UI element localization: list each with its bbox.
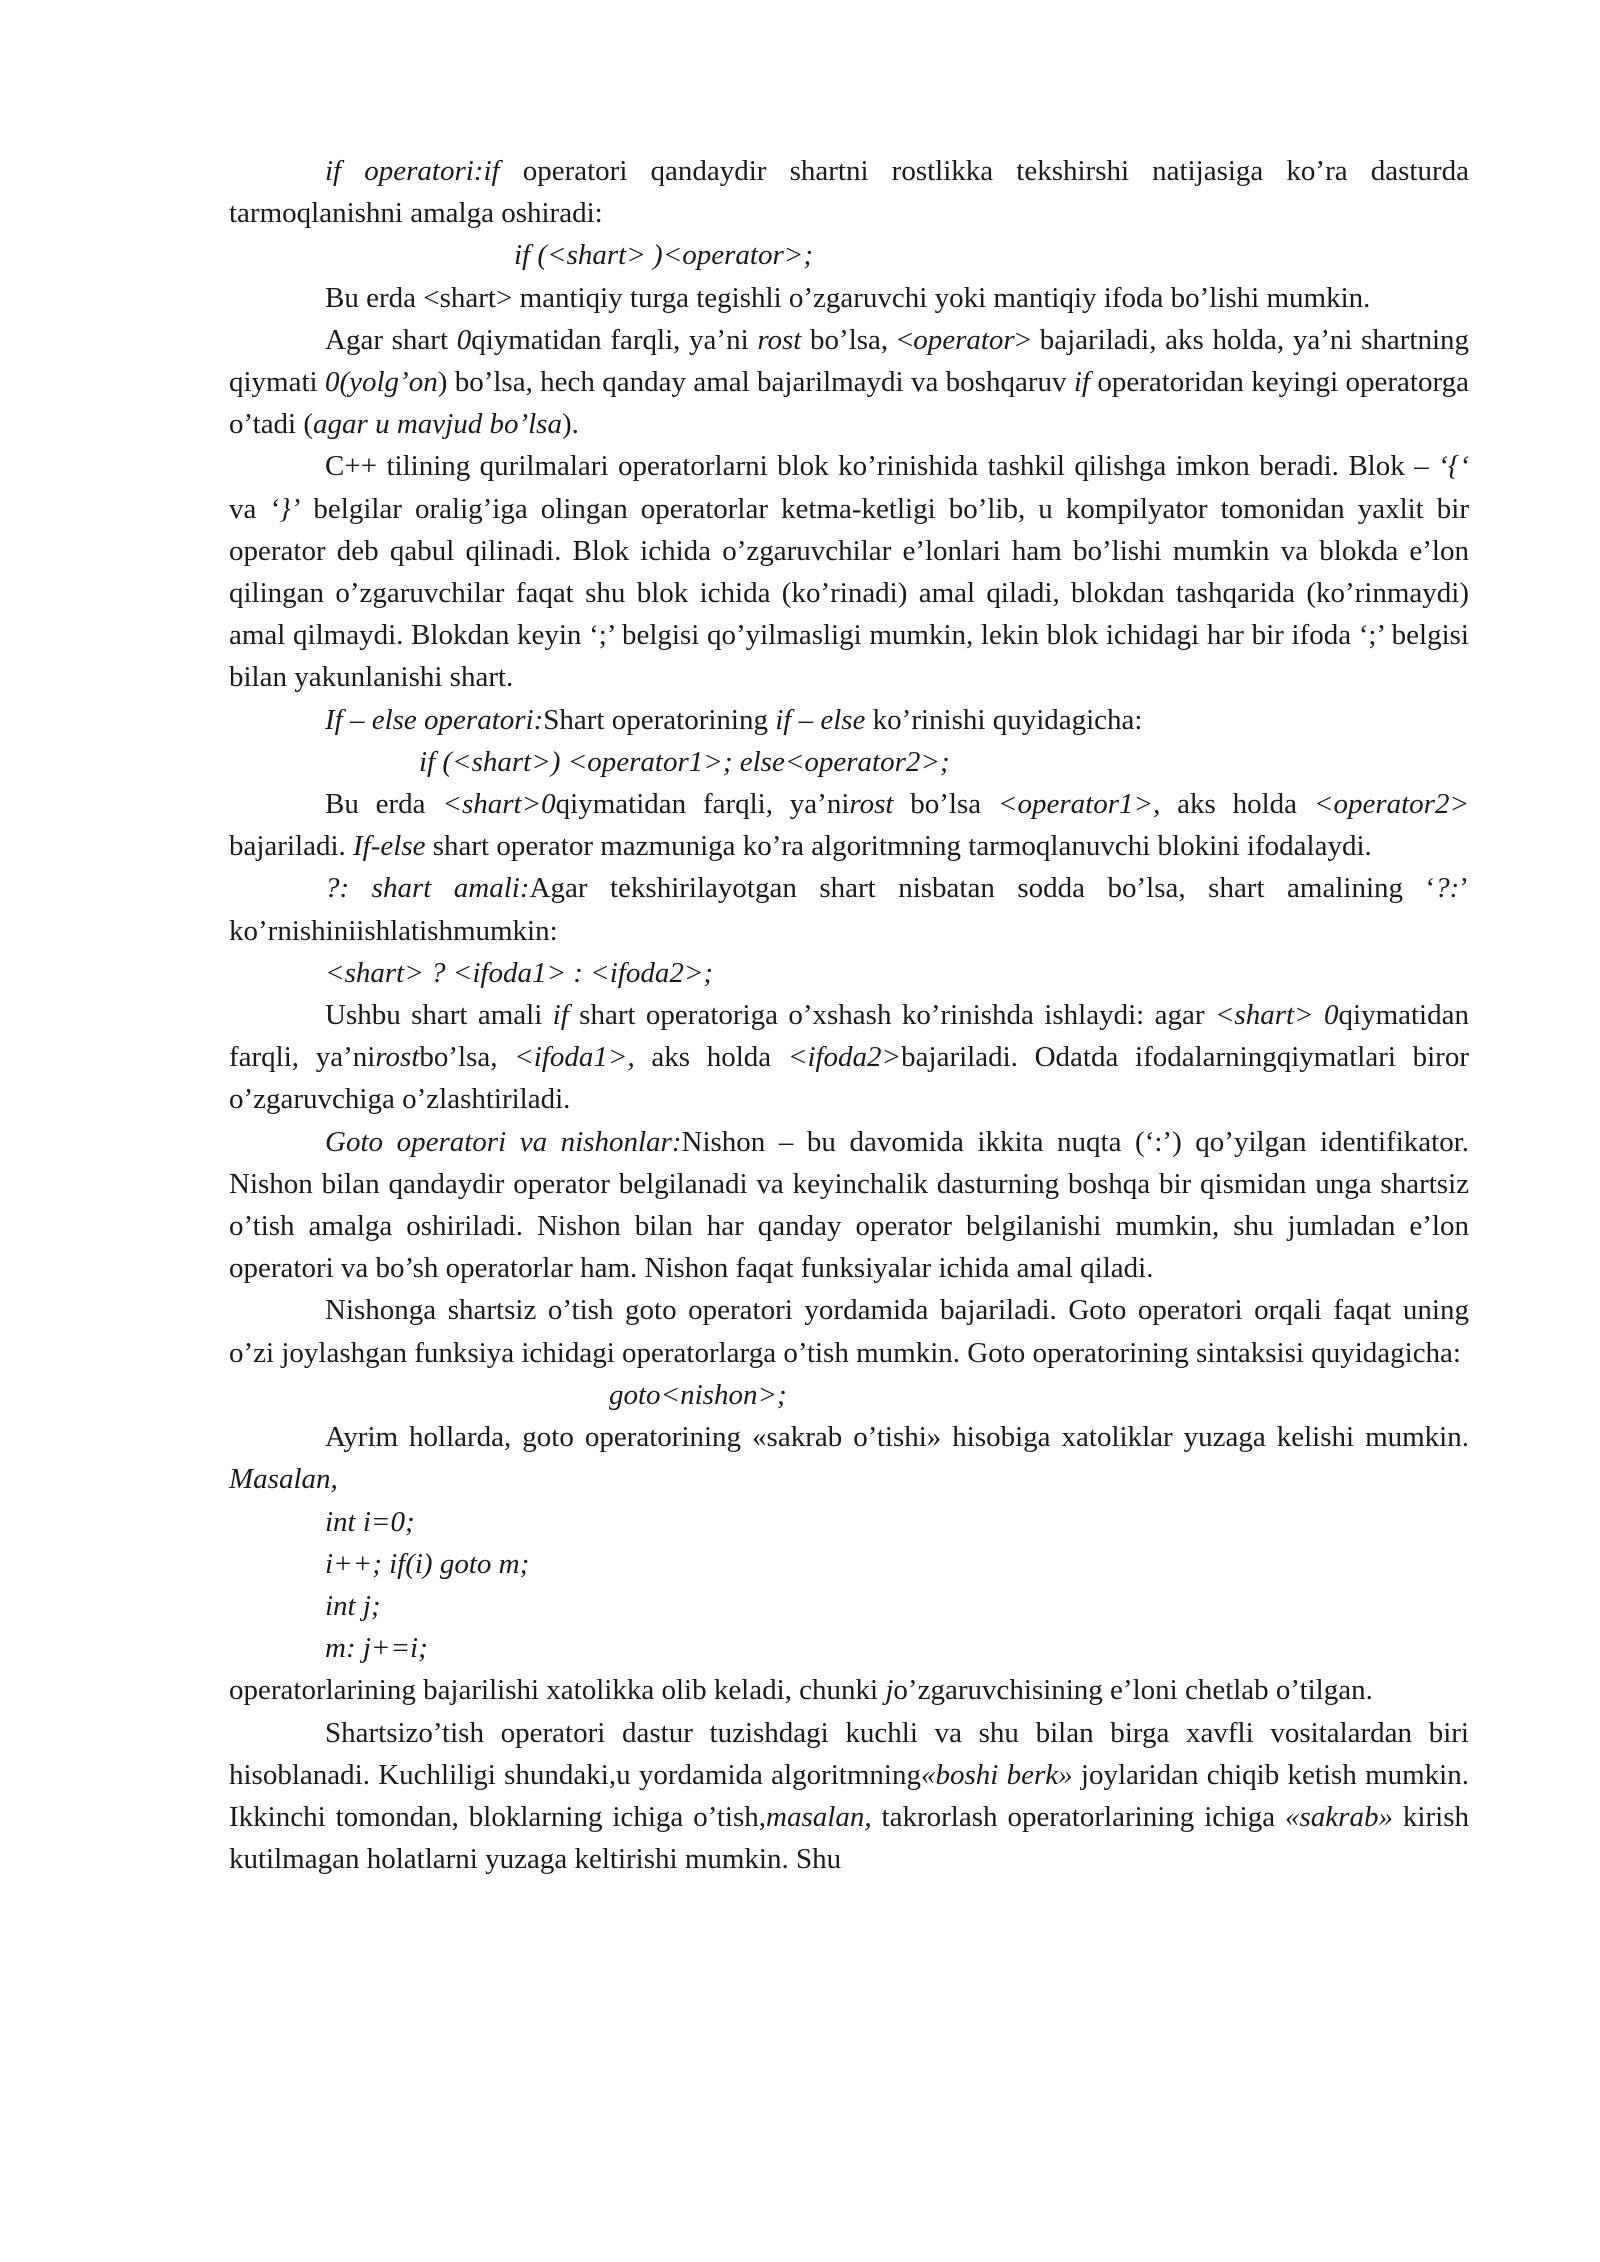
italic-text-run: agar u mavjud bo’lsa xyxy=(313,408,562,441)
italic-text-run: Masalan, xyxy=(229,1463,338,1496)
paragraph-ternary-heading xyxy=(229,867,1469,951)
italic-text-run: Goto operatori va nishonlar: xyxy=(325,1125,682,1158)
text-run: ko’rinishi quyidagicha: xyxy=(865,703,1143,736)
code-line: m: j+=i; xyxy=(325,1632,428,1665)
italic-text-run: rost xyxy=(849,788,894,821)
text-run: bajariladi. Odatda ifodalarningqiymatlari biror o’zgaruvchiga o’zlashtiriladi. xyxy=(229,1041,1469,1116)
code-line: i++; if(i) goto m; xyxy=(325,1547,530,1580)
italic-text-run: j xyxy=(885,1674,894,1707)
ternary-syntax-formula: <shart> ? <ifoda1> : <ifoda2>; xyxy=(325,956,714,989)
text-run: bo’lsa, < xyxy=(801,323,914,356)
italic-text-run: 0(yolg’on xyxy=(324,366,438,399)
italic-text-run: rost xyxy=(757,323,802,356)
code-example xyxy=(229,1501,1469,1670)
text-run: C++ tilining qurilmalari operatorlarni blok ko’rinishida tashkil qilishga imkon beradi. Blok – xyxy=(325,450,1439,483)
paragraph-goto-usage xyxy=(229,1289,1469,1373)
text-run: ). xyxy=(561,408,579,441)
text-run: qiymatidan farqli, ya’ni xyxy=(229,999,1469,1074)
italic-text-run: ‘}’ xyxy=(269,492,301,525)
text-run: shart operatoriga o’xshash ko’rinishda ishlaydi: agar xyxy=(568,999,1215,1032)
text-run: bo’lsa xyxy=(893,788,998,821)
text-run: Bu erda <shart> mantiqiy turga tegishli o’zgaruvchi yoki mantiqiy ifoda bo’lishi mumkin. xyxy=(325,281,1371,314)
italic-text-run: <operator1>, xyxy=(997,788,1161,821)
text-run: Agar tekshirilayotgan shart nisbatan sodda bo’lsa, shart amalining ‘ xyxy=(529,872,1436,905)
italic-text-run: if – else xyxy=(775,703,866,736)
text-run: Nishon – bu davomida ikkita nuqta (‘:’) qo’yilgan identifikator. Nishon bilan qandaydir operator belgilanadi va keyinchalik dasturning boshqa bir qismidan unga shartsiz o’tish amalga oshiriladi. Nishon bilan har qanday operator belgilanishi mumkin, shu jumladan e’lon operatori va bo’sh operatorlar ham. Nishon faqat funksiyalar ichida amal qiladi. xyxy=(229,1125,1470,1285)
paragraph-code-explanation xyxy=(229,1669,1469,1711)
text-run: > bajariladi, aks holda, ya’ni shartning qiymati xyxy=(229,323,1470,399)
text-run: va xyxy=(229,492,270,525)
paragraph-blocks xyxy=(229,445,1469,698)
text-run: aks holda xyxy=(634,1041,788,1074)
paragraph-if-else-semantics xyxy=(229,783,1469,867)
text-run: kirish kutilmagan holatlarni yuzaga keltirishi mumkin. Shu xyxy=(229,1800,1469,1876)
paragraph-goto-labels xyxy=(229,1121,1469,1290)
italic-text-run: if operatori:if xyxy=(325,155,500,187)
italic-text-run: «sakrab» xyxy=(1285,1800,1393,1833)
italic-text-run: 0 xyxy=(456,323,472,356)
italic-text-run: <ifoda2> xyxy=(787,1041,902,1074)
italic-text-run: <ifoda1>, xyxy=(514,1041,635,1074)
italic-text-run: masalan, xyxy=(766,1800,872,1833)
if-else-syntax-formula: if (<shart>) <operator1>; else<operator2>; xyxy=(419,745,950,778)
paragraph-ternary-semantics xyxy=(229,994,1469,1121)
text-run: qiymatidan farqli, ya’ni xyxy=(555,788,850,821)
italic-text-run: «boshi berk» xyxy=(920,1758,1073,1791)
text-run: belgilar oralig’iga olingan operatorlar ketma-ketligi bo’lib, u kompilyator tomonidan yaxlit bir operator deb qabul qilinadi. Blok ichida o’zgaruvchilar e’lonlari ham bo’lishi mumkin va blokda e’lon qilingan o’zgaruvchilar faqat shu blok ichida (ko’rinadi) amal qiladi, blokdan tashqarida (ko’rinmaydi) amal qilmaydi. Blokdan keyin ‘;’ belgisi qo’yilmasligi mumkin, lekin blok ichidagi har bir ifoda ‘;’ belgisi bilan yakunlanishi shart. xyxy=(229,492,1469,694)
text-run: Nishonga shartsiz o’tish goto operatori yordamida bajariladi. Goto operatori orqali faqat uning o’zi joylashgan funksiya ichidagi operatorlarga o’tish mumkin. Goto operatorining sintaksisi quyidagicha: xyxy=(229,1294,1469,1369)
italic-text-run: If-else xyxy=(353,830,426,863)
text-run: Shart operatorining xyxy=(543,703,776,736)
italic-text-run: if xyxy=(552,999,569,1032)
italic-text-run: <shart>0 xyxy=(442,788,556,821)
text-run: ’ ko’rnishiniishlatishmumkin: xyxy=(229,872,1470,947)
paragraph-if-else-heading xyxy=(229,699,1469,741)
italic-text-run: ‘{‘ xyxy=(1438,450,1469,483)
text-run: qiymatidan farqli, ya’ni xyxy=(471,323,758,356)
italic-text-run: rost xyxy=(375,1041,420,1074)
text-run: bo’lsa, xyxy=(419,1041,515,1074)
italic-text-run: <shart> 0 xyxy=(1214,999,1339,1032)
text-run: takrorlash operatorlarining ichiga xyxy=(871,1800,1286,1833)
document-body xyxy=(229,150,1469,1880)
paragraph-if-operator xyxy=(229,150,1469,234)
italic-text-run: operator xyxy=(913,323,1015,356)
text-run: joylaridan chiqib ketish mumkin. Ikkinchi tomondan, bloklarning ichiga o’tish, xyxy=(229,1758,1469,1833)
text-run: operatorlarining bajarilishi xatolikka olib keladi, chunki xyxy=(229,1674,886,1707)
text-run: aks holda xyxy=(1160,788,1314,821)
italic-text-run: ?: shart amali: xyxy=(325,872,530,905)
text-run: ) bo’lsa, hech qanday amal bajarilmaydi va boshqaruv xyxy=(437,366,1074,399)
text-run: Ayrim hollarda, goto operatorining «sakrab o’tishi» hisobiga xatoliklar yuzaga kelishi mumkin. xyxy=(325,1421,1469,1454)
text-run: operatori qandaydir shartni rostlikka tekshirshi natijasiga ko’ra dasturda tarmoqlanishni amalga oshiradi: xyxy=(229,155,1469,230)
text-run: Bu erda xyxy=(325,788,443,821)
paragraph-shart-definition xyxy=(229,277,1469,319)
if-syntax-formula: if (<shart> )<operator>; xyxy=(514,239,813,272)
goto-syntax-formula: goto<nishon>; xyxy=(609,1378,787,1411)
text-run: bajariladi. xyxy=(229,830,354,863)
text-run: operatoridan keyingi operatorga o’tadi ( xyxy=(229,366,1469,441)
italic-text-run: if xyxy=(1073,366,1090,399)
italic-text-run: <operator2> xyxy=(1313,788,1470,821)
text-run: Shartsizo’tish operatori dastur tuzishdagi kuchli va shu bilan birga xavfli vositalardan biri hisoblanadi. Kuchliligi shundaki,u yordamida algoritmning xyxy=(229,1716,1469,1791)
code-line: int i=0; xyxy=(325,1505,415,1538)
text-run: shart operator mazmuniga ko’ra algoritmning tarmoqlanuvchi blokini ifodalaydi. xyxy=(425,830,1372,863)
italic-text-run: If – else operatori: xyxy=(325,703,544,736)
text-run: Ushbu shart amali xyxy=(325,999,553,1032)
paragraph-goto-danger xyxy=(229,1712,1469,1881)
paragraph-goto-errors xyxy=(229,1416,1469,1500)
text-run: o’zgaruvchisining e’loni chetlab o’tilgan. xyxy=(893,1674,1373,1707)
italic-text-run: ?: xyxy=(1435,872,1460,905)
code-line: int j; xyxy=(325,1589,381,1622)
paragraph-if-semantics xyxy=(229,319,1469,446)
text-run: Agar shart xyxy=(325,323,457,356)
